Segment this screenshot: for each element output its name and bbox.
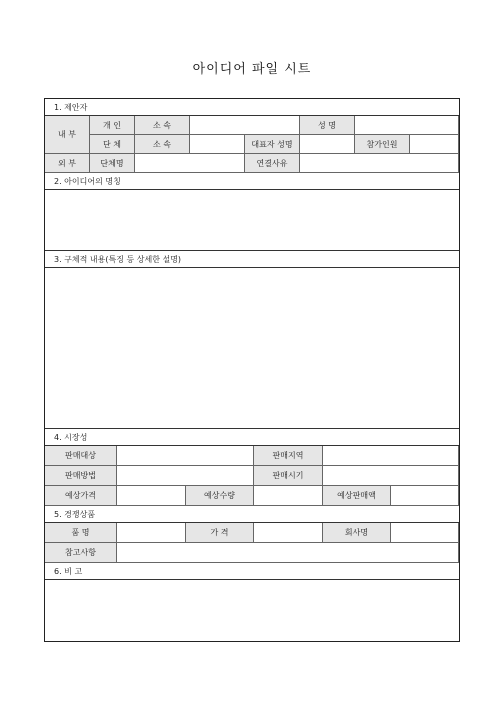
group-label: 단 체 bbox=[90, 135, 135, 154]
price-label: 가 격 bbox=[186, 523, 254, 543]
section-5-header: 5. 경쟁상품 bbox=[45, 506, 459, 523]
section-2-header: 2. 아이디어의 명칭 bbox=[45, 173, 459, 190]
sales-target-field[interactable] bbox=[117, 446, 254, 466]
external-label: 외 부 bbox=[45, 154, 90, 173]
expected-quantity-label: 예상수량 bbox=[186, 486, 254, 506]
idea-sheet-form bbox=[44, 98, 460, 642]
expected-price-field[interactable] bbox=[117, 486, 186, 506]
expected-sales-label: 예상판매액 bbox=[323, 486, 391, 506]
expected-price-label: 예상가격 bbox=[45, 486, 117, 506]
individual-name-label: 성 명 bbox=[300, 116, 355, 135]
sales-timing-field[interactable] bbox=[323, 466, 459, 486]
representative-name-label: 대표자 성명 bbox=[245, 135, 300, 154]
expected-quantity-field[interactable] bbox=[254, 486, 323, 506]
sales-method-label: 판매방법 bbox=[45, 466, 117, 486]
remarks-area[interactable] bbox=[45, 580, 459, 641]
sales-region-label: 판매지역 bbox=[254, 446, 323, 466]
group-name-field[interactable] bbox=[135, 154, 245, 173]
representative-name-field[interactable] bbox=[300, 135, 355, 154]
sales-method-field[interactable] bbox=[117, 466, 254, 486]
section-4-header: 4. 시장성 bbox=[45, 428, 459, 446]
section-6-header: 6. 비 고 bbox=[45, 563, 459, 580]
sales-timing-label: 판매시기 bbox=[254, 466, 323, 486]
internal-label: 내 부 bbox=[45, 116, 90, 154]
sales-region-field[interactable] bbox=[323, 446, 459, 466]
individual-name-field[interactable] bbox=[355, 116, 459, 135]
expected-sales-field[interactable] bbox=[391, 486, 459, 506]
product-name-label: 품 명 bbox=[45, 523, 117, 543]
group-affiliation-label: 소 속 bbox=[135, 135, 190, 154]
price-field[interactable] bbox=[254, 523, 323, 543]
product-name-field[interactable] bbox=[117, 523, 186, 543]
reference-field[interactable] bbox=[117, 543, 459, 563]
participants-field[interactable] bbox=[410, 135, 459, 154]
individual-label: 개 인 bbox=[90, 116, 135, 135]
page-title: 아이디어 파일 시트 bbox=[192, 62, 312, 77]
connection-reason-label: 연결사유 bbox=[245, 154, 300, 173]
section-3-header: 3. 구체적 내용(특징 등 상세한 설명) bbox=[45, 251, 459, 268]
section-1-header: 1. 제안자 bbox=[45, 99, 459, 116]
detail-description-area[interactable] bbox=[45, 268, 459, 428]
individual-affiliation-label: 소 속 bbox=[135, 116, 190, 135]
group-affiliation-field[interactable] bbox=[190, 135, 245, 154]
company-name-label: 회사명 bbox=[323, 523, 391, 543]
reference-label: 참고사항 bbox=[45, 543, 117, 563]
idea-name-area[interactable] bbox=[45, 190, 459, 251]
company-name-field[interactable] bbox=[391, 523, 459, 543]
connection-reason-field[interactable] bbox=[300, 154, 459, 173]
group-name-label: 단체명 bbox=[90, 154, 135, 173]
participants-label: 참가인원 bbox=[355, 135, 410, 154]
individual-affiliation-field[interactable] bbox=[190, 116, 300, 135]
sales-target-label: 판매대상 bbox=[45, 446, 117, 466]
